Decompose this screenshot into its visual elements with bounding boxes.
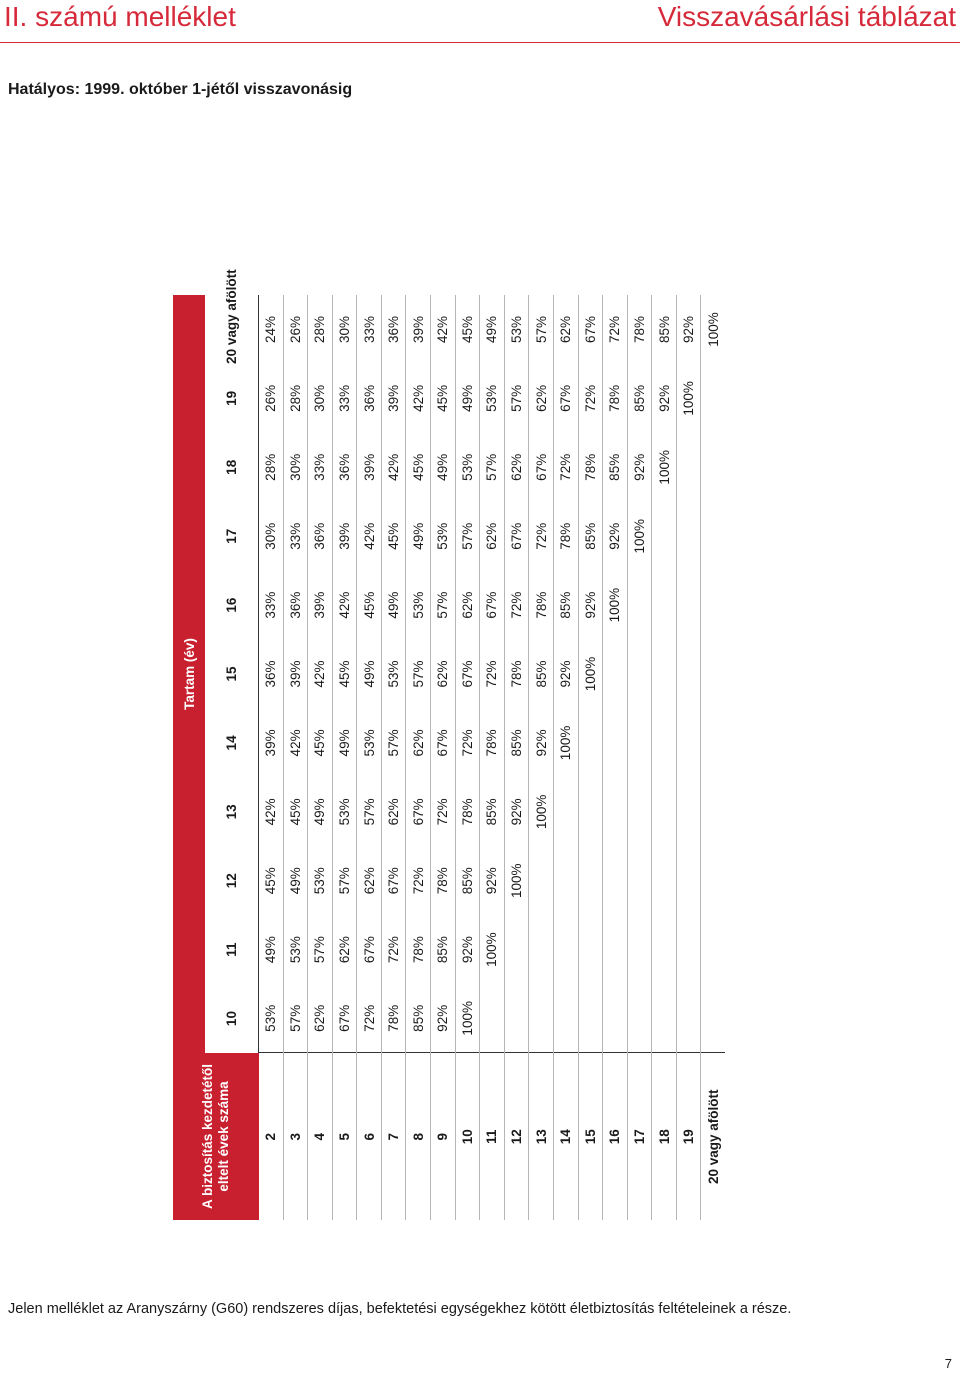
row-header: 6 bbox=[357, 1053, 382, 1220]
table-cell: 53% bbox=[455, 433, 480, 502]
table-cell: 53% bbox=[431, 502, 456, 571]
surrender-value-table-container bbox=[173, 269, 725, 1220]
table-cell: 57% bbox=[431, 571, 456, 640]
table-cell: 92% bbox=[480, 846, 505, 915]
table-cell: 28% bbox=[283, 364, 308, 433]
row-header: 10 bbox=[455, 1053, 480, 1220]
table-cell: 62% bbox=[480, 502, 505, 571]
table-cell: 57% bbox=[480, 433, 505, 502]
table-cell: 57% bbox=[406, 640, 431, 709]
term-column-header: 14 bbox=[205, 708, 259, 777]
table-cell: 78% bbox=[381, 984, 406, 1053]
table-cell: 72% bbox=[553, 433, 578, 502]
table-cell: 42% bbox=[406, 364, 431, 433]
table-row bbox=[504, 295, 529, 1220]
table-cell bbox=[652, 984, 677, 1053]
table-cell: 42% bbox=[332, 571, 357, 640]
table-cell bbox=[578, 777, 603, 846]
table-cell: 100% bbox=[455, 984, 480, 1053]
footnote: Jelen melléklet az Aranyszárny (G60) rendszeres díjas, befektetési egységekhez kötött életbiztosítás feltételeinek a része. bbox=[8, 1301, 792, 1317]
table-cell: 78% bbox=[553, 502, 578, 571]
table-cell: 45% bbox=[406, 433, 431, 502]
table-cell: 26% bbox=[283, 295, 308, 364]
term-column-header: 19 bbox=[205, 364, 259, 433]
row-header: 20 vagy afölött bbox=[701, 1053, 725, 1220]
table-cell: 30% bbox=[283, 433, 308, 502]
row-header: 16 bbox=[603, 1053, 628, 1220]
table-cell: 53% bbox=[332, 777, 357, 846]
table-cell: 62% bbox=[431, 640, 456, 709]
table-cell: 92% bbox=[652, 364, 677, 433]
table-cell: 57% bbox=[332, 846, 357, 915]
table-cell: 72% bbox=[529, 502, 554, 571]
table-row bbox=[259, 295, 284, 1220]
table-cell: 33% bbox=[283, 502, 308, 571]
table-row bbox=[308, 295, 333, 1220]
table-cell: 36% bbox=[357, 364, 382, 433]
table-cell: 72% bbox=[603, 295, 628, 364]
table-cell: 39% bbox=[381, 364, 406, 433]
table-cell: 39% bbox=[332, 502, 357, 571]
table-cell: 45% bbox=[332, 640, 357, 709]
table-cell: 53% bbox=[283, 915, 308, 984]
term-column-header: 13 bbox=[205, 777, 259, 846]
document-label: II. számú melléklet bbox=[4, 1, 236, 32]
table-cell: 36% bbox=[259, 640, 284, 709]
table-cell: 62% bbox=[357, 846, 382, 915]
table-cell: 85% bbox=[529, 640, 554, 709]
row-header: 14 bbox=[553, 1053, 578, 1220]
table-cell bbox=[701, 502, 725, 571]
table-cell bbox=[553, 777, 578, 846]
table-cell: 49% bbox=[455, 364, 480, 433]
table-cell: 42% bbox=[381, 433, 406, 502]
table-cell: 45% bbox=[357, 571, 382, 640]
table-cell: 85% bbox=[406, 984, 431, 1053]
table-cell: 45% bbox=[455, 295, 480, 364]
row-header: 17 bbox=[627, 1053, 652, 1220]
table-cell: 92% bbox=[676, 295, 701, 364]
table-cell: 45% bbox=[381, 502, 406, 571]
table-cell: 53% bbox=[308, 846, 333, 915]
term-column-header: 18 bbox=[205, 433, 259, 502]
table-row bbox=[332, 295, 357, 1220]
table-cell: 49% bbox=[259, 915, 284, 984]
table-cell bbox=[676, 640, 701, 709]
table-cell: 53% bbox=[381, 640, 406, 709]
table-cell: 49% bbox=[381, 571, 406, 640]
table-cell: 78% bbox=[431, 846, 456, 915]
table-cell: 100% bbox=[676, 364, 701, 433]
table-cell: 42% bbox=[308, 640, 333, 709]
table-cell: 62% bbox=[381, 777, 406, 846]
table-cell: 100% bbox=[578, 640, 603, 709]
table-cell: 49% bbox=[480, 295, 505, 364]
table-cell: 62% bbox=[455, 571, 480, 640]
term-column-header: 17 bbox=[205, 502, 259, 571]
table-cell: 28% bbox=[308, 295, 333, 364]
table-cell bbox=[578, 915, 603, 984]
row-header: 4 bbox=[308, 1053, 333, 1220]
table-cell: 30% bbox=[332, 295, 357, 364]
row-header: 18 bbox=[652, 1053, 677, 1220]
table-cell bbox=[676, 571, 701, 640]
table-cell: 72% bbox=[381, 915, 406, 984]
table-cell bbox=[578, 708, 603, 777]
table-cell: 36% bbox=[283, 571, 308, 640]
table-cell: 49% bbox=[357, 640, 382, 709]
table-cell: 100% bbox=[553, 708, 578, 777]
table-cell bbox=[652, 915, 677, 984]
row-header: 11 bbox=[480, 1053, 505, 1220]
table-cell: 39% bbox=[283, 640, 308, 709]
table-cell: 53% bbox=[504, 295, 529, 364]
table-cell bbox=[701, 364, 725, 433]
table-cell: 67% bbox=[406, 777, 431, 846]
table-cell bbox=[676, 984, 701, 1053]
term-column-header: 16 bbox=[205, 571, 259, 640]
table-cell: 78% bbox=[480, 708, 505, 777]
table-cell bbox=[553, 915, 578, 984]
table-cell: 100% bbox=[627, 502, 652, 571]
table-row bbox=[431, 295, 456, 1220]
table-cell bbox=[676, 915, 701, 984]
table-cell bbox=[676, 777, 701, 846]
table-cell: 78% bbox=[627, 295, 652, 364]
table-cell: 53% bbox=[259, 984, 284, 1053]
table-cell: 26% bbox=[259, 364, 284, 433]
table-cell: 30% bbox=[308, 364, 333, 433]
row-header: 5 bbox=[332, 1053, 357, 1220]
table-cell: 39% bbox=[308, 571, 333, 640]
table-row bbox=[676, 295, 701, 1220]
table-cell: 62% bbox=[504, 433, 529, 502]
table-cell bbox=[627, 984, 652, 1053]
row-header: 2 bbox=[259, 1053, 284, 1220]
table-cell: 100% bbox=[529, 777, 554, 846]
table-cell: 49% bbox=[283, 846, 308, 915]
table-cell: 72% bbox=[578, 364, 603, 433]
validity-subtitle: Hatályos: 1999. október 1-jétől visszavonásig bbox=[8, 81, 353, 98]
table-cell: 57% bbox=[381, 708, 406, 777]
table-cell: 100% bbox=[504, 846, 529, 915]
table-cell: 92% bbox=[504, 777, 529, 846]
table-cell: 100% bbox=[652, 433, 677, 502]
table-cell: 67% bbox=[381, 846, 406, 915]
table-cell: 39% bbox=[357, 433, 382, 502]
table-cell: 57% bbox=[308, 915, 333, 984]
table-cell: 72% bbox=[455, 708, 480, 777]
table-row bbox=[406, 295, 431, 1220]
table-row bbox=[455, 295, 480, 1220]
table-cell bbox=[627, 640, 652, 709]
table-cell: 78% bbox=[455, 777, 480, 846]
table-cell: 67% bbox=[431, 708, 456, 777]
table-cell bbox=[603, 915, 628, 984]
table-cell bbox=[603, 984, 628, 1053]
table-cell bbox=[701, 984, 725, 1053]
table-cell: 24% bbox=[259, 295, 284, 364]
table-cell: 85% bbox=[455, 846, 480, 915]
term-column-header: 12 bbox=[205, 846, 259, 915]
row-header: 19 bbox=[676, 1053, 701, 1220]
table-cell bbox=[701, 571, 725, 640]
table-cell: 67% bbox=[553, 364, 578, 433]
table-cell: 62% bbox=[308, 984, 333, 1053]
table-cell: 85% bbox=[480, 777, 505, 846]
table-cell: 57% bbox=[504, 364, 529, 433]
table-cell bbox=[603, 777, 628, 846]
table-cell: 92% bbox=[553, 640, 578, 709]
document-title: Visszavásárlási táblázat bbox=[657, 1, 956, 32]
table-cell: 36% bbox=[381, 295, 406, 364]
row-header: 15 bbox=[578, 1053, 603, 1220]
table-cell bbox=[627, 571, 652, 640]
table-row bbox=[627, 295, 652, 1220]
table-cell bbox=[553, 984, 578, 1053]
table-cell: 85% bbox=[504, 708, 529, 777]
table-cell: 85% bbox=[578, 502, 603, 571]
table-cell: 53% bbox=[406, 571, 431, 640]
table-cell: 72% bbox=[431, 777, 456, 846]
table-cell bbox=[701, 433, 725, 502]
table-cell: 49% bbox=[332, 708, 357, 777]
table-cell: 33% bbox=[357, 295, 382, 364]
table-cell bbox=[627, 708, 652, 777]
table-cell: 53% bbox=[480, 364, 505, 433]
table-cell: 33% bbox=[308, 433, 333, 502]
surrender-value-table bbox=[173, 269, 725, 1220]
table-row bbox=[480, 295, 505, 1220]
term-column-header: 15 bbox=[205, 640, 259, 709]
term-column-header: 11 bbox=[205, 915, 259, 984]
header-divider bbox=[0, 42, 960, 43]
table-cell: 30% bbox=[259, 502, 284, 571]
table-cell bbox=[529, 984, 554, 1053]
years-elapsed-header: A biztosítás kezdetétől eltelt évek száma bbox=[173, 1053, 259, 1220]
table-cell: 42% bbox=[431, 295, 456, 364]
table-cell bbox=[652, 640, 677, 709]
table-cell bbox=[652, 571, 677, 640]
table-cell bbox=[652, 777, 677, 846]
table-cell bbox=[529, 915, 554, 984]
table-cell bbox=[553, 846, 578, 915]
table-cell: 28% bbox=[259, 433, 284, 502]
table-cell: 57% bbox=[455, 502, 480, 571]
table-cell: 72% bbox=[480, 640, 505, 709]
table-cell: 45% bbox=[283, 777, 308, 846]
table-row bbox=[283, 295, 308, 1220]
table-cell bbox=[676, 846, 701, 915]
table-cell: 62% bbox=[553, 295, 578, 364]
table-cell: 67% bbox=[480, 571, 505, 640]
table-cell: 42% bbox=[283, 708, 308, 777]
table-cell: 49% bbox=[431, 433, 456, 502]
table-cell: 33% bbox=[332, 364, 357, 433]
table-cell bbox=[676, 433, 701, 502]
table-cell bbox=[504, 915, 529, 984]
table-cell: 57% bbox=[283, 984, 308, 1053]
table-cell: 67% bbox=[578, 295, 603, 364]
table-cell bbox=[529, 846, 554, 915]
table-cell: 36% bbox=[332, 433, 357, 502]
table-cell: 72% bbox=[357, 984, 382, 1053]
table-cell bbox=[627, 915, 652, 984]
table-cell bbox=[504, 984, 529, 1053]
table-cell: 62% bbox=[529, 364, 554, 433]
table-cell: 67% bbox=[504, 502, 529, 571]
table-cell: 67% bbox=[357, 915, 382, 984]
table-cell: 67% bbox=[455, 640, 480, 709]
table-cell: 62% bbox=[332, 915, 357, 984]
term-column-header: 20 vagy afölött bbox=[205, 295, 259, 364]
table-cell: 39% bbox=[406, 295, 431, 364]
table-cell: 85% bbox=[553, 571, 578, 640]
table-cell: 78% bbox=[504, 640, 529, 709]
table-row bbox=[529, 295, 554, 1220]
term-column-header: 10 bbox=[205, 984, 259, 1053]
table-cell bbox=[578, 846, 603, 915]
row-header: 8 bbox=[406, 1053, 431, 1220]
table-cell bbox=[627, 846, 652, 915]
row-header: 3 bbox=[283, 1053, 308, 1220]
row-header: 9 bbox=[431, 1053, 456, 1220]
table-cell bbox=[701, 915, 725, 984]
table-cell: 100% bbox=[603, 571, 628, 640]
table-cell: 57% bbox=[529, 295, 554, 364]
table-cell: 45% bbox=[308, 708, 333, 777]
table-cell: 62% bbox=[406, 708, 431, 777]
table-cell bbox=[701, 708, 725, 777]
table-cell: 57% bbox=[357, 777, 382, 846]
page-number: 7 bbox=[944, 1356, 952, 1371]
table-cell: 100% bbox=[480, 915, 505, 984]
table-cell: 72% bbox=[504, 571, 529, 640]
table-cell: 85% bbox=[431, 915, 456, 984]
table-cell: 92% bbox=[603, 502, 628, 571]
table-cell: 53% bbox=[357, 708, 382, 777]
table-cell: 92% bbox=[431, 984, 456, 1053]
table-cell: 85% bbox=[652, 295, 677, 364]
table-cell: 49% bbox=[308, 777, 333, 846]
table-row bbox=[381, 295, 406, 1220]
table-cell: 92% bbox=[455, 915, 480, 984]
table-cell bbox=[676, 502, 701, 571]
table-cell bbox=[578, 984, 603, 1053]
table-row bbox=[652, 295, 677, 1220]
table-cell bbox=[701, 846, 725, 915]
table-cell: 42% bbox=[357, 502, 382, 571]
row-header: 12 bbox=[504, 1053, 529, 1220]
table-cell: 42% bbox=[259, 777, 284, 846]
table-cell: 78% bbox=[529, 571, 554, 640]
table-cell bbox=[480, 984, 505, 1053]
table-cell: 78% bbox=[603, 364, 628, 433]
table-cell: 92% bbox=[529, 708, 554, 777]
table-cell: 85% bbox=[603, 433, 628, 502]
table-cell: 67% bbox=[332, 984, 357, 1053]
table-cell: 78% bbox=[578, 433, 603, 502]
table-cell bbox=[603, 640, 628, 709]
table-cell: 85% bbox=[627, 364, 652, 433]
table-cell: 100% bbox=[705, 312, 721, 347]
table-cell: 39% bbox=[259, 708, 284, 777]
table-cell: 45% bbox=[259, 846, 284, 915]
table-cell bbox=[676, 708, 701, 777]
table-cell: 36% bbox=[308, 502, 333, 571]
table-cell bbox=[652, 846, 677, 915]
table-cell: 49% bbox=[406, 502, 431, 571]
table-cell: 33% bbox=[259, 571, 284, 640]
table-cell: 72% bbox=[406, 846, 431, 915]
table-row bbox=[553, 295, 578, 1220]
row-header: 13 bbox=[529, 1053, 554, 1220]
table-row bbox=[357, 295, 382, 1220]
table-cell bbox=[701, 640, 725, 709]
table-row bbox=[701, 295, 725, 1220]
table-row bbox=[578, 295, 603, 1220]
table-cell bbox=[652, 502, 677, 571]
table-cell: 92% bbox=[627, 433, 652, 502]
table-cell bbox=[701, 777, 725, 846]
table-cell: 45% bbox=[431, 364, 456, 433]
row-header: 7 bbox=[381, 1053, 406, 1220]
table-cell bbox=[603, 708, 628, 777]
table-cell bbox=[603, 846, 628, 915]
table-cell bbox=[627, 777, 652, 846]
table-cell: 78% bbox=[406, 915, 431, 984]
table-cell: 67% bbox=[529, 433, 554, 502]
table-cell: 92% bbox=[578, 571, 603, 640]
table-cell bbox=[652, 708, 677, 777]
term-group-header: Tartam (év) bbox=[173, 295, 205, 1053]
table-row bbox=[603, 295, 628, 1220]
